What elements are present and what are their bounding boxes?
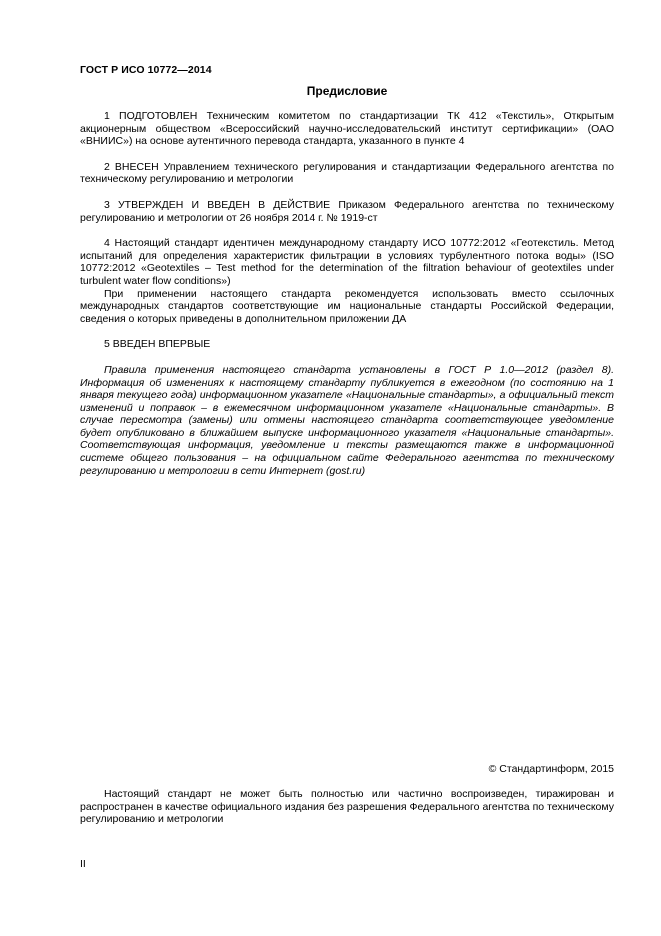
document-header: ГОСТ Р ИСО 10772—2014 — [80, 64, 212, 76]
paragraph-identical: 4 Настоящий стандарт идентичен международному стандарту ИСО 10772:2012 «Геотекстиль. Метод испытаний для определения характеристик фильтрации в условиях турбулентного потока воды» (ISO 10772:2012 «Geotextiles – Test method for the determination of the filtration behaviour of geotextiles under turbulent water flow conditions») — [80, 237, 614, 287]
paragraph-first-introduced: 5 ВВЕДЕН ВПЕРВЫЕ — [104, 338, 211, 351]
copyright-notice: © Стандартинформ, 2015 — [488, 763, 614, 775]
paragraph-introduced: 2 ВНЕСЕН Управлением технического регулирования и стандартизации Федерального агентства по техническому регулированию и метрологии — [80, 160, 614, 186]
page-number: II — [80, 858, 86, 870]
paragraph-references: При применении настоящего стандарта рекомендуется использовать вместо ссылочных международных стандартов соответствующие им национальные стандарты Российской Федерации, сведения о которых приведены в дополнительном приложении ДА — [80, 287, 614, 325]
paragraph-prepared: 1 ПОДГОТОВЛЕН Техническим комитетом по стандартизации ТК 412 «Текстиль», Открытым акционерным обществом «Всероссийский научно-исследовательский институт сертификации» (ОАО «ВНИИС») на основе аутентичного перевода стандарта, указанного в пункте 4 — [80, 110, 614, 148]
paragraph-application-rules: Правила применения настоящего стандарта установлены в ГОСТ Р 1.0—2012 (раздел 8). Информация об изменениях к настоящему стандарту публикуется в ежегодном (по состоянию на 1 января текущего года) информационном указателе «Национальные стандарты», а официальный текст изменений и поправок – в ежемесячном информационном указателе «Национальные стандарты». В случае пересмотра (замены) или отмены настоящего стандарта соответствующее уведомление будет опубликовано в ближайшем выпуске информационного указателя «Национальные стандарты». Соответствующая информация, уведомление и тексты размещаются также в информационной системе общего пользования – на официальном сайте Федерального агентства по техническому регулированию и метрологии в сети Интернет (gost.ru) — [80, 363, 614, 477]
page-title: Предисловие — [306, 84, 388, 98]
reproduction-notice: Настоящий стандарт не может быть полностью или частично воспроизведен, тиражирован и распространен в качестве официального издания без разрешения Федерального агентства по техническому регулированию и метрологии — [80, 788, 614, 826]
preface-body — [80, 110, 614, 477]
paragraph-approved: 3 УТВЕРЖДЕН И ВВЕДЕН В ДЕЙСТВИЕ Приказом Федерального агентства по техническому регулированию и метрологии от 26 ноября 2014 г. № 1919-ст — [80, 198, 614, 224]
